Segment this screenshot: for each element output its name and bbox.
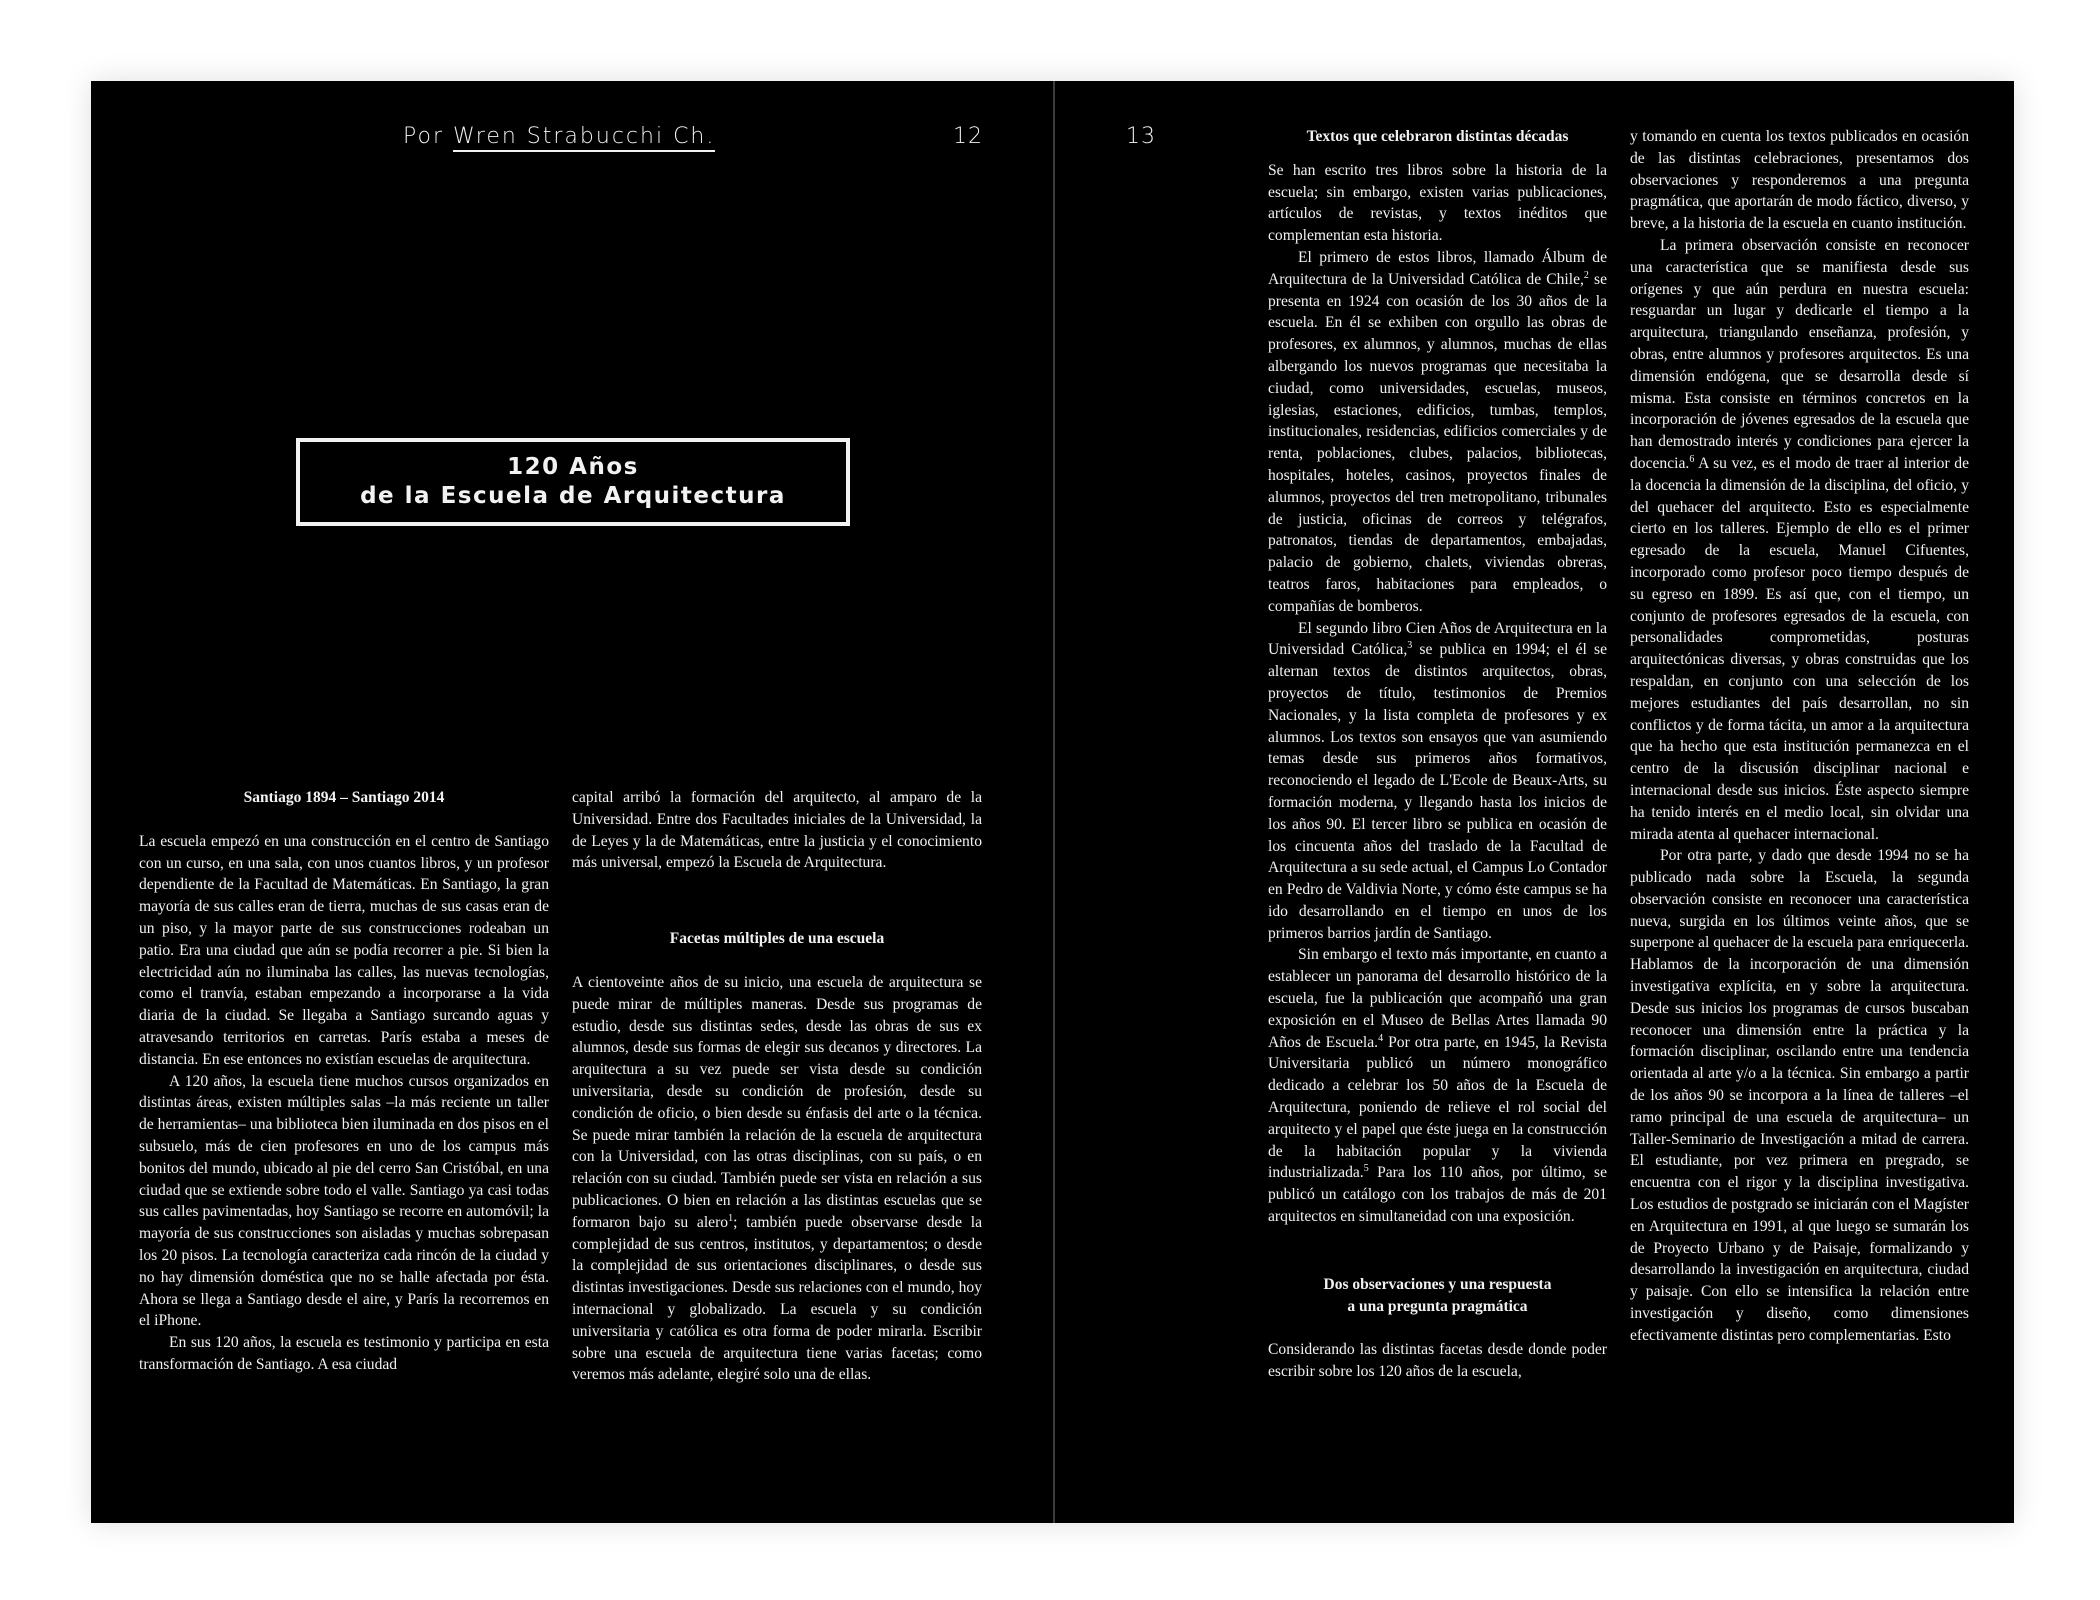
paragraph: Sin embargo el texto más importante, en cuanto a establecer un panorama del desarrollo histórico de la escuela, fue la publicación que acompañó una gran exposición en el Museo de Bellas Artes llamada 90 Años de Escuela.$^4$ Por otra parte, en 1945, la Revista Universitaria publicó un número monográfico dedicado a celebrar los 50 años de la Escuela de Arquitectura, poniendo de relieve el rol social del arquitecto y el papel que éste juega en la construcción de la habitación popular y la vivienda industrializada.$^5$ Para los 110 años, por último, se publicó un catálogo con los trabajos de más de 201 arquitectos en simultaneidad con una exposición. <box>1268 946 1608 1226</box>
article-title-box <box>296 438 850 526</box>
left-column-1 <box>139 787 549 1376</box>
paragraph: Por otra parte, y dado que desde 1994 no se ha publicado nada sobre la Escuela, la segunda observación consiste en reconocer una característica nueva, surgida en los últimos veinte años, que se superpone al quehacer de la escuela para enriquecerla. Hablamos de la incorporación de una dimensión investigativa explícita, en y sobre la arquitectura. Desde sus inicios los programas de cursos buscaban reconocer una dimensión entre la práctica y la formación disciplinar, oscilando entre una tendencia orientada al arte y/o a la técnica. Sin embargo a partir de los años 90 se incorpora a la línea de talleres –el ramo principal de una escuela de arquitectura– un Taller-Seminario de Investigación a mitad de carrera. El estudiante, por vez primera en pregrado, se encuentra con el rigor y la disciplina investigativa. Los estudios de postgrado se iniciarán con el Magíster en Arquitectura en 1991, al que luego se sumarán los de Proyecto Urbano y de Paisaje, formalizando y desarrollando la investigación en arquitectura, ciudad y paisaje. Con ello se intensifica la relación entre investigación y diseño, como dimensiones efectivamente distintas pero complementarias. Esto <box>1630 847 1969 1344</box>
right-column-2 <box>1630 126 1969 1347</box>
article-title-line2: de la Escuela de Arquitectura <box>360 483 786 509</box>
paragraph: Se han escrito tres libros sobre la historia de la escuela; sin embargo, existen varias publicaciones, artículos de revistas, y textos inéditos que complementan esta historia. <box>1268 161 1607 245</box>
paragraph: A 120 años, la escuela tiene muchos cursos organizados en distintas áreas, existen múltiples salas –la más reciente un taller de herramientas– una biblioteca bien iluminada en dos pisos en el subsuelo, más de cien profesores en uno de los campus más bonitos del mundo, ubicado al pie del cerro San Cristóbal, en una ciudad que se extiende sobre todo el valle. Santiago ya casi todas sus calles pavimentadas, hoy Santiago se recorre en automóvil; la mayoría de sus construcciones son aisladas y muchas sobrepasan los 20 pisos. La tecnología caracteriza cada rincón de la ciudad y no hay dimensión doméstica que no se halle afectada por ésta. Ahora se llega a Santiago desde el aire, y París la recorremos en el iPhone. <box>139 1072 549 1330</box>
page-number-right: 13 <box>1126 124 1156 149</box>
footnote-ref: 6 <box>1689 453 1695 465</box>
book-gutter <box>1053 81 1055 1523</box>
section-heading-textos: Textos que celebraron distintas décadas <box>1306 128 1569 145</box>
section-heading-santiago: Santiago 1894 – Santiago 2014 <box>243 789 445 806</box>
footnote-ref: 1 <box>728 1212 734 1224</box>
paragraph: El primero de estos libros, llamado Álbum de Arquitectura de la Universidad Católica de Chile,$^2$ se presenta en 1924 con ocasión de los 30 años de la escuela. En él se exhiben con orgullo las obras de profesores, ex alumnos, y alumnos, muchas de ellas albergando los nuevos programas que necesitaba la ciudad, como universidades, escuelas, museos, iglesias, estaciones, edificios, tumbas, templos, institucionales, residencias, edificios comerciales y de renta, poblaciones, clubes, palacios, bibliotecas, hospitales, hoteles, casinos, proyectos finales de alumnos, proyectos del tren metropolitano, tribunales de justicia, oficinas de correos y telégrafos, patronatos, tiendas de departamentos, embajadas, palacio de gobierno, chalets, viviendas obreras, teatros faros, habitaciones para empleados, o compañías de bomberos. <box>1268 248 1607 615</box>
right-column-1 <box>1268 126 1607 1383</box>
paragraph: La primera observación consiste en reconocer una característica que se manifiesta desde sus orígenes y que aún perdura en nuestra escuela: resguardar un lugar y dedicarle el tiempo a la arquitectura, triangulando enseñanza, profesión, y obras, entre alumnos y profesores arquitectos. Es una dimensión endógena, que se desarrolla desde sí misma. Esta consiste en términos concretos en la incorporación de jóvenes egresados de la escuela que han demostrado interés y condiciones para ejercer la docencia.$^6$ A su vez, es el modo de traer al interior de la docencia la dimensión de la disciplina, del oficio, y del quehacer del arquitecto. Esto es especialmente cierto en los talleres. Ejemplo de ello es el primer egresado de la escuela, Manuel Cifuentes, incorporado como profesor poco tiempo después de su egreso en 1899. Es así que, con el tiempo, un conjunto de profesores egresados de la escuela, con personalidades comprometidas, posturas arquitectónicas diversas, y obras construidas que los respaldan, en conjunto con una selección de los mejores estudiantes del país desarrollan, no sin conflictos y de forma tácita, un amor a la arquitectura que ha hecho que esta institución permanezca en el centro de la discusión disciplinar nacional e internacional desde sus inicios. Éste aspecto siempre ha tenido interés en el medio local, sin olvidar una mirada atenta al quehacer internacional. <box>1630 236 1969 843</box>
byline-prefix: Por <box>403 124 444 149</box>
section-heading-observaciones: Dos observaciones y una respuesta a una pregunta pragmática <box>1323 1275 1552 1315</box>
footnote-ref: 4 <box>1378 1032 1384 1044</box>
paragraph: El segundo libro Cien Años de Arquitectura en la Universidad Católica,$^3$ se publica en 1994; el él se alternan textos de distintos arquitectos, obras, proyectos de título, testimonios de Premios Nacionales, y la lista completa de profesores y ex alumnos. Los textos son ensayos que van asumiendo temas desde sus primeros años formativos, reconociendo el legado de L'Ecole de Beaux-Arts, su formación moderna, y llegando hasta los inicios de los años 90. El tercer libro se publica en ocasión de los cincuenta años del traslado de la Facultad de Arquitectura a su sede actual, el Campus Lo Contador en Pedro de Valdivia Norte, y cómo éste campus se ha ido desarrollando en el tiempo en unos de los primeros barrios jardín de Santiago. <box>1268 619 1607 942</box>
left-column-2 <box>572 787 982 1386</box>
paragraph: En sus 120 años, la escuela es testimonio y participa en esta transformación de Santiago. A esa ciudad <box>139 1334 549 1373</box>
author-name: Wren Strabucchi Ch. <box>453 124 715 152</box>
paragraph: A cientoveinte años de su inicio, una escuela de arquitectura se puede mirar de múltiples maneras. Desde sus programas de estudio, desde sus distintas sedes, desde las obras de sus ex alumnos, desde sus formas de elegir sus decanos y directores. La arquitectura a su vez puede ser vista desde su condición universitaria, desde su condición de profesión, desde su condición de oficio, o bien desde su énfasis del arte o la técnica. Se puede mirar también la relación de la escuela de arquitectura con la Universidad, con las otras disciplinas, con su país, o en relación con su ciudad. También puede ser vista en relación a sus publicaciones. O bien en relación a las distintas escuelas que se formaron bajo su alero$^1$; también puede observarse desde la complejidad de sus centros, institutos, y departamentos; o desde la complejidad de sus orientaciones disciplinares, o desde sus distintas investigaciones. Desde sus relaciones con el mundo, hoy internacional y globalizado. La escuela y su condición universitaria y católica es otra forma de poder mirarla. Escribir sobre una escuela de arquitectura tiene varias facetas; como veremos más adelante, elegiré solo una de ellas. <box>572 973 983 1384</box>
paragraph: capital arribó la formación del arquitecto, al amparo de la Universidad. Entre dos Facultades iniciales de la Universidad, la de Leyes y la de Matemáticas, entre la justicia y el conocimiento más universal, empezó la Escuela de Arquitectura. <box>572 789 982 872</box>
footnote-ref: 3 <box>1407 640 1413 652</box>
page-number-left: 12 <box>953 124 983 149</box>
footnote-ref: 2 <box>1583 269 1589 281</box>
article-title-line1: 120 Años <box>507 454 639 480</box>
section-heading-facetas: Facetas múltiples de una escuela <box>669 930 885 948</box>
footnote-ref: 5 <box>1363 1163 1369 1175</box>
paragraph: La escuela empezó en una construcción en el centro de Santiago con un curso, en una sala, con unos cuantos libros, y un profesor dependiente de la Facultad de Matemáticas. En Santiago, la gran mayoría de sus calles eran de tierra, muchas de sus casas eran de un piso, y la mayor parte de sus construcciones rodeaban un patio. Era una ciudad que aún se podía recorrer a pie. Si bien la electricidad aún no iluminaba las calles, las nuevas tecnologías, como el tranvía, estaban empezando a incorporarse a la vida diaria de la ciudad. Se llegaba a Santiago surcando aguas y atravesando territorios en carretas. París estaba a meses de distancia. En ese entonces no existían escuelas de arquitectura. <box>139 832 549 1068</box>
paragraph: y tomando en cuenta los textos publicados en ocasión de las distintas celebraciones, presentamos dos observaciones y responderemos a una pregunta pragmática, que aportarán de modo fáctico, diverso, y breve, a la historia de la escuela en cuanto institución. <box>1630 128 1969 233</box>
paragraph: Considerando las distintas facetas desde donde poder escribir sobre los 120 años de la escuela, <box>1268 1341 1607 1381</box>
byline <box>403 124 715 149</box>
